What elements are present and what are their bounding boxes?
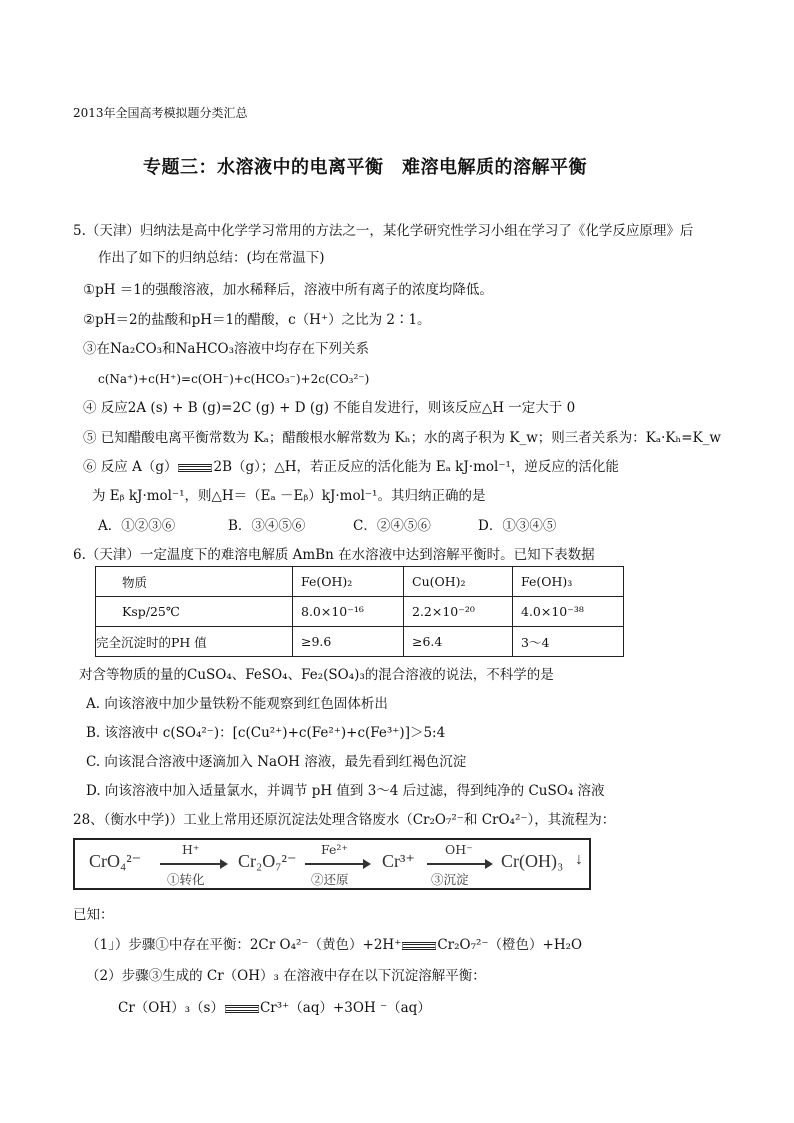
q28-known-2: （2）步骤③生成的 Cr（OH）₃ 在溶液中存在以下沉淀溶解平衡：: [86, 968, 486, 984]
doc-header: 2013年全国高考模拟题分类汇总: [73, 106, 248, 120]
q5-statement-6: [83, 458, 619, 476]
precipitate-arrow-icon: ↓: [575, 851, 583, 868]
q5-statement-6-cont: 为 Eᵦ kJ·mol⁻¹，则△H＝（Eₐ －Eᵦ）kJ·mol⁻¹。其归纳正确的是: [92, 488, 486, 504]
flow-reagent-fe2: Fe²⁺: [321, 842, 348, 857]
q6-stem: 对含等物质的量的CuSO₄、FeSO₄、Fe₂(SO₄)₃的混合溶液的说法，不科学的是: [79, 667, 554, 683]
q5-statement-4: ④ 反应2A (s) + B (g)=2C (g) + D (g) 不能自发进行，则该反应△H 一定大于 0: [83, 400, 576, 416]
q5-statement-6-reactant: ⑥ 反应 A（g）: [83, 459, 178, 475]
q28-known-2-equation: [118, 999, 431, 1017]
q6-option-a: A. 向该溶液中加少量铁粉不能观察到红色固体析出: [86, 696, 388, 712]
table-cell: Ksp/25℃: [96, 597, 293, 627]
equilibrium-arrow-icon: [225, 1004, 259, 1014]
page-title: 专题三：水溶液中的电离平衡 难溶电解质的溶解平衡: [143, 157, 587, 178]
table-cell: 3～4: [513, 627, 624, 657]
q5-intro-line2: 作出了如下的归纳总结：(均在常温下): [98, 250, 325, 266]
q5-statement-5: ⑤ 已知醋酸电离平衡常数为 Kₐ；醋酸根水解常数为 Kₕ；水的离子积为 K_w；则三者关系为：Kₐ·Kₕ=K_w: [83, 430, 721, 446]
flow-species-cro4: CrO₄²⁻: [89, 851, 142, 871]
q5-statement-6-rest: 2B（g）；△H，若正反应的活化能为 Eₐ kJ·mol⁻¹，逆反应的活化能: [213, 459, 619, 475]
q6-intro: 6.（天津）一定温度下的难溶电解质 AmBn 在水溶液中达到溶解平衡时。已知下表数据: [73, 547, 595, 563]
table-cell: 物质: [96, 567, 293, 597]
table-cell: ≥9.6: [293, 627, 404, 657]
q5-statement-2: ②pH＝2的盐酸和pH＝1的醋酸，c（H⁺）之比为 2∶1。: [83, 312, 431, 328]
process-flow-diagram: [73, 838, 591, 890]
table-row: [96, 627, 624, 657]
ksp-table: [95, 566, 624, 657]
q6-option-d: D. 向该溶液中加入适量氯水，并调节 pH 值到 3～4 后过滤，得到纯净的 CuSO₄ 溶液: [86, 783, 605, 799]
table-cell: ≥6.4: [404, 627, 513, 657]
arrow-right-icon: [427, 863, 491, 865]
table-cell: Fe(OH)₃: [513, 567, 624, 597]
table-cell: 8.0×10⁻¹⁶: [293, 597, 404, 627]
q6-option-c: C. 向该混合溶液中逐滴加入 NaOH 溶液，最先看到红褐色沉淀: [86, 754, 467, 770]
flow-step-2: ②还原: [311, 872, 349, 887]
equilibrium-arrow-icon: [402, 941, 436, 951]
table-cell: Fe(OH)₂: [293, 567, 404, 597]
q28-known-1-left: （1」）步骤①中存在平衡：2Cr O₄²⁻（黄色）+2H⁺: [86, 937, 402, 953]
table-cell: 2.2×10⁻²⁰: [404, 597, 513, 627]
q5-option-c: C．②④⑤⑥: [353, 518, 431, 534]
flow-species-croh3: Cr(OH)₃: [501, 851, 564, 871]
equilibrium-arrow-icon: [178, 463, 212, 473]
flow-species-cr2o7: Cr₂O₇²⁻: [238, 851, 297, 871]
arrow-right-icon: [160, 863, 226, 865]
q5-statement-3: ③在Na₂CO₃和NaHCO₃溶液中均存在下列关系: [83, 341, 370, 357]
flow-reagent-h: H⁺: [182, 842, 200, 857]
table-row: [96, 567, 624, 597]
table-cell: 4.0×10⁻³⁸: [513, 597, 624, 627]
q5-option-b: B．③④⑤⑥: [228, 518, 306, 534]
table-cell: 完全沉淀时的PH 值: [96, 627, 293, 657]
flow-step-1: ①转化: [167, 872, 205, 887]
flow-step-3: ③沉淀: [431, 872, 469, 887]
q5-option-a: A．①②③⑥: [98, 518, 176, 534]
q28-known-1-right: Cr₂O₇²⁻（橙色）+H₂O: [437, 937, 583, 953]
q28-known-1: [86, 936, 582, 954]
flow-species-cr3: Cr³⁺: [382, 851, 415, 871]
flow-reagent-oh: OH⁻: [445, 842, 473, 857]
table-row: [96, 597, 624, 627]
q5-option-d: D．①③④⑤: [478, 518, 557, 534]
q28-known-2-eq-right: Cr³⁺（aq）+3OH ⁻（aq）: [259, 1000, 431, 1016]
q5-intro-line1: 5.（天津）归纳法是高中化学学习常用的方法之一，某化学研究性学习小组在学习了《化学反应原理》后: [73, 223, 694, 239]
q5-statement-3-equation: c(Na⁺)+c(H⁺)=c(OH⁻)+c(HCO₃⁻)+2c(CO₃²⁻): [98, 372, 370, 386]
q6-option-b: B. 该溶液中 c(SO₄²⁻)：[c(Cu²⁺)+c(Fe²⁺)+c(Fe³⁺)]＞5:4: [86, 725, 446, 741]
q28-known-label: 已知：: [73, 907, 114, 923]
q28-intro: 28、（衡水中学)）工业上常用还原沉淀法处理含铬废水（Cr₂O₇²⁻和 CrO₄²⁻），其流程为：: [73, 812, 616, 828]
table-cell: Cu(OH)₂: [404, 567, 513, 597]
q28-known-2-eq-left: Cr（OH）₃（s）: [118, 1000, 224, 1016]
q5-statement-1: ①pH ＝1的强酸溶液，加水稀释后，溶液中所有离子的浓度均降低。: [83, 282, 493, 298]
arrow-right-icon: [305, 863, 369, 865]
